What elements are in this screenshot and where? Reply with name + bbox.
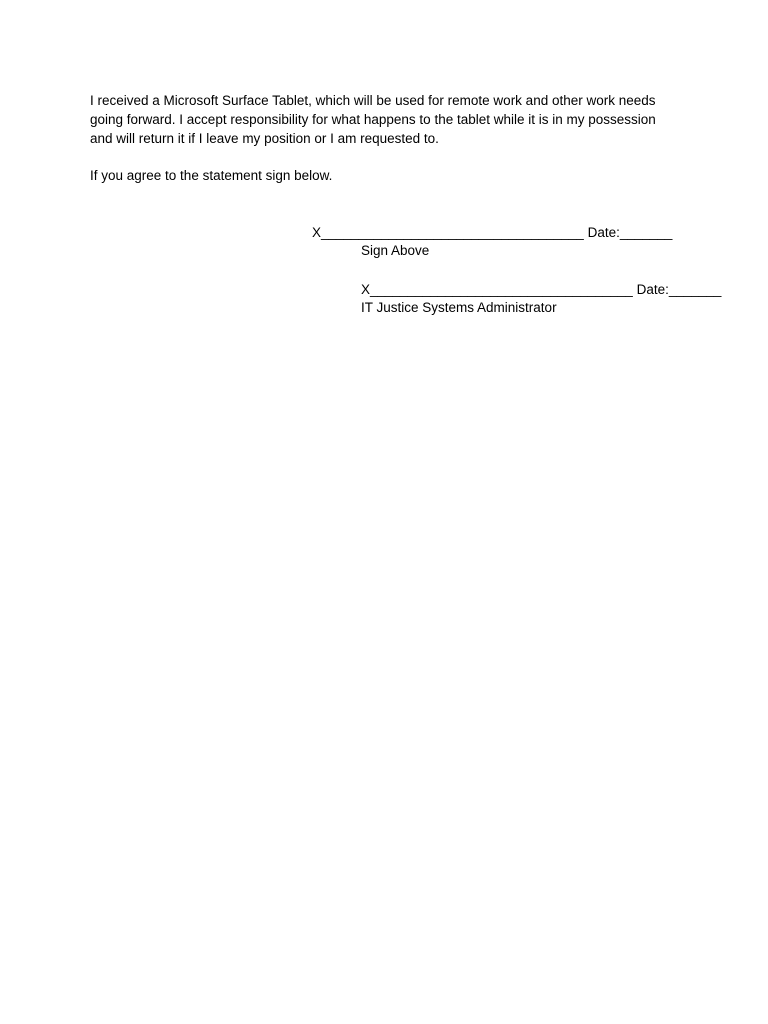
signing-instruction: If you agree to the statement sign below.: [90, 168, 333, 183]
signature-x-mark: X: [312, 225, 322, 240]
statement-line: and will return it if I leave my position or I am requested to.: [90, 131, 439, 146]
date-blank: _______: [619, 225, 673, 240]
date-label: Date:: [632, 282, 669, 297]
signature-blank: ___________________________________: [370, 282, 633, 297]
administrator-signature-line: [361, 280, 721, 299]
signature-blank: ___________________________________: [321, 225, 584, 240]
recipient-signature-line: [312, 223, 672, 242]
date-label: Date:: [583, 225, 620, 240]
date-blank: _______: [668, 282, 722, 297]
statement-paragraph: [90, 91, 690, 148]
statement-line: going forward. I accept responsibility for what happens to the tablet while it is in my possession: [90, 112, 656, 127]
administrator-signature-caption: IT Justice Systems Administrator: [361, 300, 557, 315]
signature-x-mark: X: [361, 282, 371, 297]
statement-line: I received a Microsoft Surface Tablet, which will be used for remote work and other work needs: [90, 93, 656, 108]
recipient-signature-caption: Sign Above: [361, 243, 430, 258]
